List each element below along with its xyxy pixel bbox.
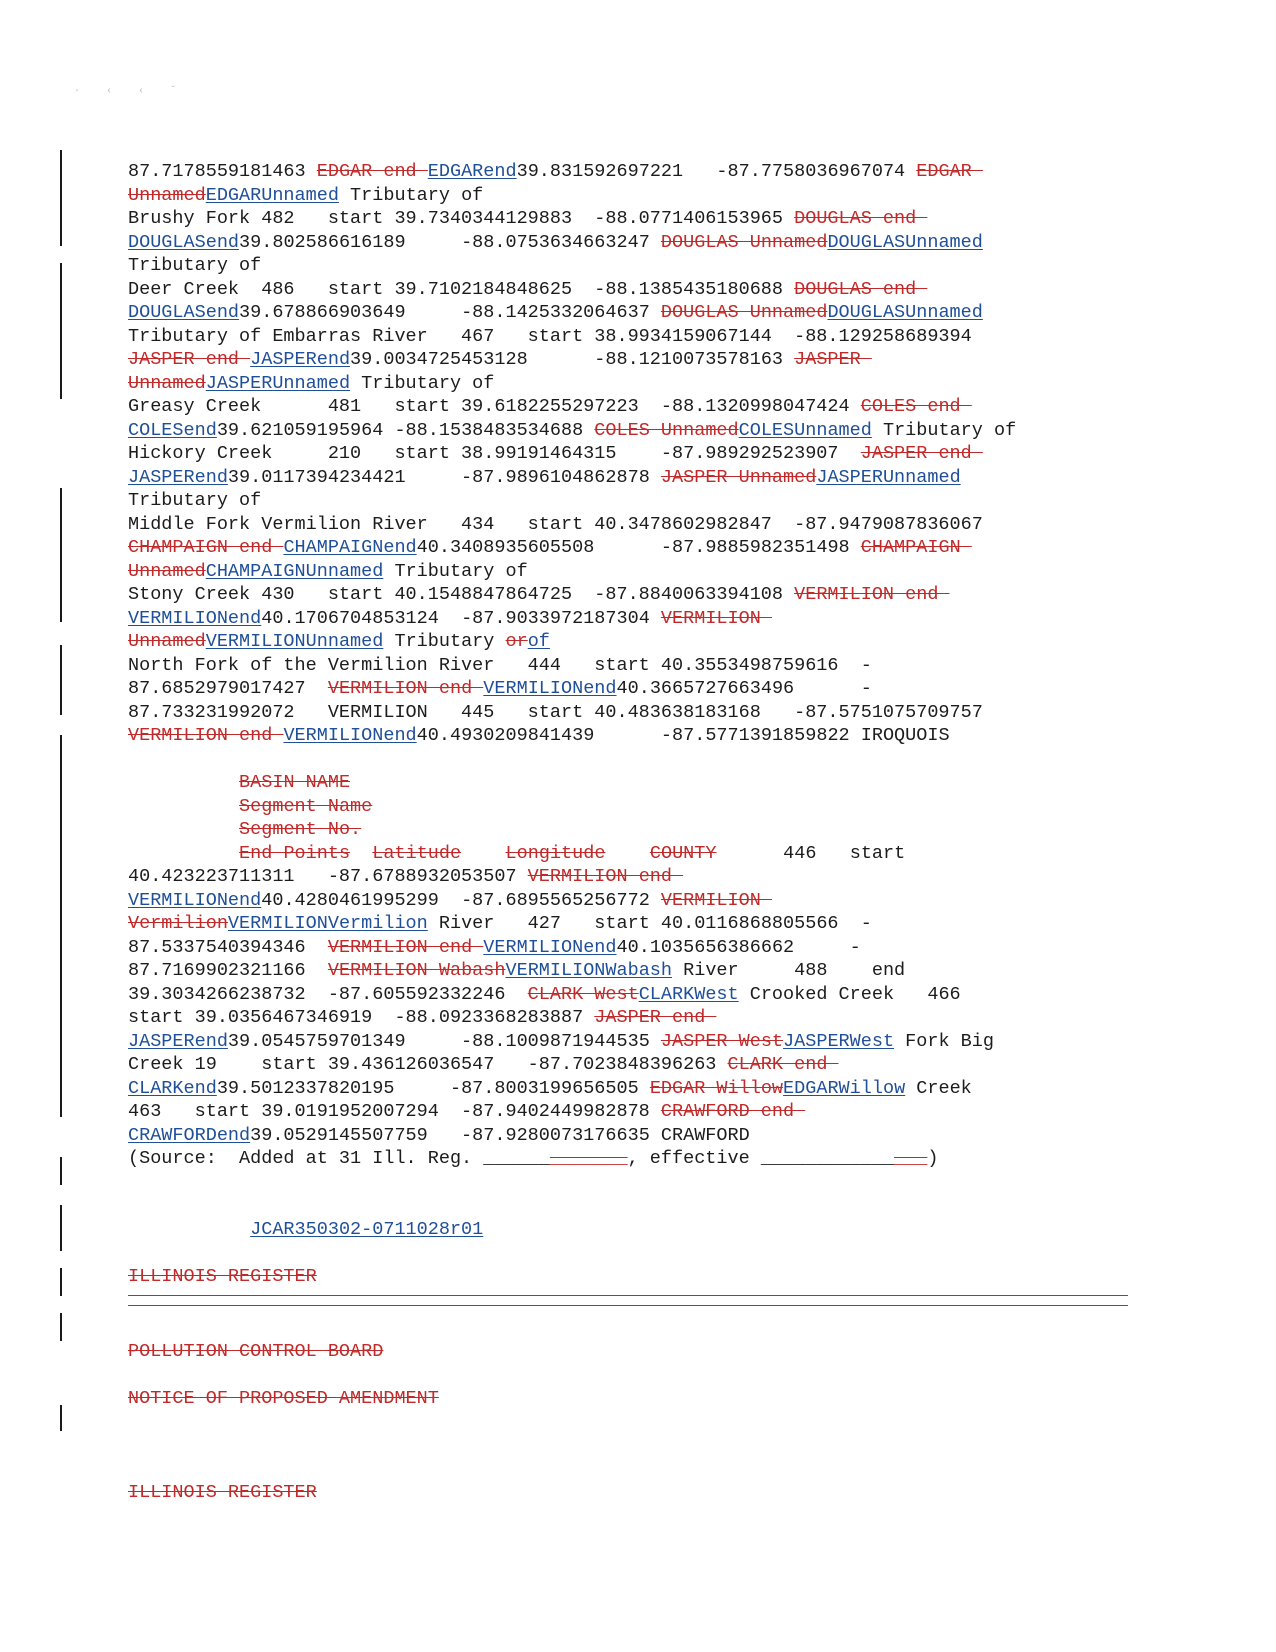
text-run <box>128 819 239 840</box>
text-run: Tributary of <box>128 490 262 511</box>
text-run <box>128 1219 250 1240</box>
inserted-text: JASPERend <box>128 1030 228 1052</box>
text-run: North Fork of the Vermilion River 444 start 40.3553498759616 - <box>128 654 872 676</box>
text-line <box>128 1387 1138 1411</box>
text-line <box>128 1481 1138 1505</box>
deleted-text: Unnamed <box>128 631 206 652</box>
deleted-text: Longitude <box>505 842 606 864</box>
text-line <box>128 842 1138 866</box>
text-run: 40.1706704853124 -87.9033972187304 <box>261 607 661 629</box>
change-bar <box>60 645 62 715</box>
deleted-text: COLES Unnamed <box>594 419 739 441</box>
deleted-text: CHAMPAIGN <box>860 537 972 558</box>
text-run: Tributary of <box>128 255 262 276</box>
inserted-text: DOUGLASend <box>128 231 240 253</box>
text-line <box>128 466 1138 490</box>
deleted-text: COUNTY <box>649 842 717 864</box>
text-run: 40.3665727663496 - <box>616 678 872 699</box>
deleted-text: JASPER end <box>128 349 251 370</box>
change-bar <box>60 150 62 246</box>
deleted-text: VERMILION end <box>794 584 950 605</box>
change-bar <box>60 1157 62 1185</box>
inserted-text: CRAWFORDend <box>128 1124 251 1146</box>
text-run <box>128 796 239 817</box>
inserted-text: COLESUnnamed <box>738 419 872 441</box>
register-rule <box>128 1295 1128 1296</box>
blank-line <box>128 1434 1138 1458</box>
text-line <box>128 583 1138 607</box>
text-run: 39.831592697221 -87.7758036967074 <box>516 161 917 182</box>
text-run: start 39.0356467346919 -88.0923368283887 <box>128 1007 595 1028</box>
deleted-text: BASIN NAME <box>239 772 351 793</box>
blank-line <box>128 748 1138 772</box>
text-line <box>128 395 1138 419</box>
deleted-text: CLARK West <box>527 983 639 1005</box>
text-run: 87.733231992072 VERMILION 445 start 40.483638183168 -87.5751075709757 <box>128 701 983 723</box>
text-run: River 488 end <box>672 960 906 981</box>
inserted-text: EDGARend <box>427 161 517 182</box>
blank-line <box>128 1363 1138 1387</box>
change-bar <box>60 263 62 399</box>
document-body <box>128 160 1138 1504</box>
text-run <box>350 843 372 864</box>
text-line <box>128 184 1138 208</box>
inserted-text: VERMILIONWabash <box>505 960 673 981</box>
inserted-text: CHAMPAIGNend <box>283 537 417 558</box>
text-run: Tributary of Embarras River 467 start 38.9934159067144 -88.129258689394 <box>128 325 972 347</box>
deleted-text: DOUGLAS Unnamed <box>660 302 828 323</box>
inserted-text: JASPERend <box>128 466 228 488</box>
blank-line <box>128 1241 1138 1265</box>
text-run: 87.7178559181463 <box>128 161 317 182</box>
inserted-text: JASPERend <box>250 349 351 370</box>
inserted-text: VERMILIONend <box>283 725 417 746</box>
deleted-text: EDGAR end <box>316 161 428 182</box>
text-run: 39.5012337820195 -87.8003199656505 <box>216 1077 650 1099</box>
text-run: 39.0117394234421 -87.9896104862878 <box>227 466 661 488</box>
text-line <box>128 1030 1138 1054</box>
scan-specks: · ‹ ‹ ˇ <box>74 86 187 97</box>
inserted-text: VERMILIONend <box>483 678 617 699</box>
text-run: 39.0034725453128 -88.1210073578163 <box>350 349 795 370</box>
deleted-text: EDGAR Willow <box>649 1077 784 1099</box>
deleted-text: JASPER end <box>594 1007 717 1028</box>
text-line <box>128 889 1138 913</box>
deleted-text: VERMILION <box>660 607 772 629</box>
deleted-text: COLES end <box>860 396 972 417</box>
text-line <box>128 207 1138 231</box>
change-bar <box>60 1205 62 1251</box>
inserted-text: of <box>527 631 550 652</box>
text-run: 463 start 39.0191952007294 -87.9402449982878 <box>128 1101 661 1122</box>
deleted-text: CLARK end <box>727 1054 839 1075</box>
deleted-text: DOUGLAS Unnamed <box>660 231 828 253</box>
text-run: Middle Fork Vermilion River 434 start 40.3478602982847 -87.9479087836067 <box>128 513 983 535</box>
text-run <box>128 843 239 864</box>
change-bar <box>60 488 62 622</box>
text-line <box>128 1218 1138 1242</box>
inserted-text: DOUGLASUnnamed <box>827 231 983 253</box>
text-run: 39.678866903649 -88.1425332064637 <box>239 302 661 323</box>
deleted-text: CHAMPAIGN end <box>128 537 284 558</box>
change-bar <box>60 1313 62 1341</box>
inserted-text: EDGARWillow <box>783 1077 906 1099</box>
deleted-text: or <box>505 631 528 652</box>
text-run: 446 start <box>716 842 906 864</box>
text-run: Crooked Creek 466 <box>738 983 961 1005</box>
deleted-text: ILLINOIS REGISTER <box>128 1481 317 1503</box>
text-run: , effective ____________ <box>627 1148 895 1169</box>
text-run: Creek <box>905 1077 972 1099</box>
deleted-text: End Points <box>239 842 351 864</box>
deleted-text: VERMILION <box>660 889 772 911</box>
text-line <box>128 513 1138 537</box>
text-line <box>128 1053 1138 1077</box>
text-line <box>128 160 1138 184</box>
deleted-text: EDGAR <box>916 161 983 182</box>
inserted-text: JCAR350302-0711028r01 <box>250 1218 484 1240</box>
deleted-text: JASPER end <box>860 443 983 464</box>
text-run: Creek 19 start 39.436126036547 -87.7023848396263 <box>128 1054 728 1075</box>
inserted-text: DOUGLASUnnamed <box>827 302 983 323</box>
text-line <box>128 325 1138 349</box>
text-line <box>128 1006 1138 1030</box>
deleted-text: JASPER West <box>660 1030 784 1052</box>
inserted-text: VERMILIONend <box>128 607 262 629</box>
change-bar <box>60 735 62 1117</box>
deleted-text: Segment Name <box>239 795 373 817</box>
deleted-text: Segment No. <box>239 819 362 840</box>
text-line <box>128 1077 1138 1101</box>
text-run: 40.4930209841439 -87.5771391859822 IROQUOIS <box>416 725 950 746</box>
deleted-text: VERMILION end <box>327 678 484 699</box>
text-line <box>128 419 1138 443</box>
inserted-text: CHAMPAIGNUnnamed <box>205 560 384 582</box>
deleted-text: VERMILION end <box>128 725 284 746</box>
deleted-text: Unnamed <box>128 372 206 394</box>
text-run: Hickory Creek 210 start 38.99191464315 -87.989292523907 <box>128 443 861 464</box>
inserted-text: VERMILIONVermilion <box>227 913 428 934</box>
text-line <box>128 724 1138 748</box>
text-run: 87.5337540394346 <box>128 936 328 958</box>
text-run: Greasy Creek 481 start 39.6182255297223 -88.1320998047424 <box>128 396 861 417</box>
text-line <box>128 489 1138 513</box>
inserted-text: EDGARUnnamed <box>205 184 339 206</box>
text-line <box>128 372 1138 396</box>
deleted-text: Vermilion <box>128 913 228 934</box>
deleted-text: NOTICE OF PROPOSED AMENDMENT <box>128 1387 439 1409</box>
text-run: 40.1035656386662 - <box>616 936 861 958</box>
text-line <box>128 348 1138 372</box>
inserted-text: COLESend <box>128 419 217 441</box>
text-line <box>128 771 1138 795</box>
blank-line <box>128 1171 1138 1195</box>
text-run: Tributary <box>383 631 506 652</box>
inserted-text: JASPERWest <box>783 1030 895 1052</box>
text-line <box>128 795 1138 819</box>
text-line <box>128 560 1138 584</box>
text-line <box>128 1265 1138 1289</box>
inserted-text: JASPERUnnamed <box>205 372 351 394</box>
text-run <box>605 843 649 864</box>
blank-line <box>128 1316 1138 1340</box>
text-run: Tributary of <box>871 419 1017 441</box>
text-run: (Source: Added at 31 Ill. Reg. ______ <box>128 1148 550 1169</box>
text-run: 39.621059195964 -88.1538483534688 <box>216 419 595 441</box>
inserted-text: VERMILIONUnnamed <box>205 631 384 652</box>
text-run: Fork Big <box>894 1030 994 1052</box>
deleted-text: ILLINOIS REGISTER <box>128 1265 317 1287</box>
text-line <box>128 959 1138 983</box>
deleted-text: Unnamed <box>128 184 206 206</box>
text-line <box>128 231 1138 255</box>
text-run: Tributary of <box>383 560 528 582</box>
inserted-text: DOUGLASend <box>128 302 240 323</box>
inserted-text: CLARKWest <box>638 983 739 1005</box>
deleted-text: DOUGLAS end <box>794 208 928 229</box>
text-run: Stony Creek 430 start 40.1548847864725 -87.8840063394108 <box>128 584 795 605</box>
text-run: 40.3408935605508 -87.9885982351498 <box>416 537 861 558</box>
inserted-text: VERMILIONend <box>483 936 617 958</box>
deleted-text: DOUGLAS end <box>794 278 928 300</box>
blank-line <box>128 1457 1138 1481</box>
text-run: 39.0545759701349 -88.1009871944535 <box>227 1030 661 1052</box>
text-line <box>128 607 1138 631</box>
text-run: 40.4280461995299 -87.6895565256772 <box>261 889 661 911</box>
text-line <box>128 936 1138 960</box>
text-run: 39.0529145507759 -87.9280073176635 CRAWFORD <box>250 1124 750 1146</box>
text-line <box>128 1340 1138 1364</box>
deleted-text: JASPER <box>794 349 872 370</box>
text-run: 39.3034266238732 -87.605592332246 <box>128 983 528 1005</box>
deleted-text: CRAWFORD end <box>660 1101 806 1122</box>
text-run: 87.6852979017427 <box>128 678 328 699</box>
inserted-text: VERMILIONend <box>128 889 262 911</box>
text-line <box>128 912 1138 936</box>
document-footer-lines <box>128 1316 1138 1504</box>
text-line <box>128 654 1138 678</box>
text-line <box>128 1100 1138 1124</box>
text-line <box>128 278 1138 302</box>
text-run: 87.7169902321166 <box>128 960 328 981</box>
text-line <box>128 1124 1138 1148</box>
text-line <box>128 677 1138 701</box>
inserted-text: JASPERUnnamed <box>816 466 961 488</box>
deleted-text: ___ <box>894 1148 928 1169</box>
text-run: 39.802586616189 -88.0753634663247 <box>239 231 661 253</box>
deleted-text: VERMILION end <box>327 936 484 958</box>
deleted-text: Latitude <box>372 842 462 864</box>
text-run: Deer Creek 486 start 39.7102184848625 -88.1385435180688 <box>128 278 795 300</box>
document-lines <box>128 160 1138 1288</box>
change-bar <box>60 1268 62 1296</box>
text-line <box>128 818 1138 842</box>
text-run <box>128 772 239 793</box>
text-line <box>128 865 1138 889</box>
blank-line <box>128 1410 1138 1434</box>
text-run: 40.423223711311 -87.6788932053507 <box>128 866 528 887</box>
text-run: Tributary of <box>338 184 484 206</box>
inserted-text: CLARKend <box>128 1077 217 1099</box>
text-line <box>128 254 1138 278</box>
deleted-text: VERMILION Wabash <box>327 960 506 981</box>
text-line <box>128 701 1138 725</box>
deleted-text: POLLUTION CONTROL BOARD <box>128 1340 384 1362</box>
text-line <box>128 630 1138 654</box>
text-run: Tributary of <box>350 372 495 394</box>
deleted-text: _______ <box>549 1148 628 1169</box>
register-rule <box>128 1305 1128 1306</box>
text-run: ) <box>927 1148 939 1169</box>
deleted-text: VERMILION end <box>527 866 684 887</box>
text-line <box>128 301 1138 325</box>
deleted-text: Unnamed <box>128 560 206 582</box>
change-bar <box>60 1405 62 1431</box>
text-line <box>128 1147 1138 1171</box>
text-run <box>461 843 505 864</box>
text-line <box>128 983 1138 1007</box>
text-line <box>128 442 1138 466</box>
text-run: River 427 start 40.0116868805566 - <box>427 913 872 934</box>
text-line <box>128 536 1138 560</box>
text-run: Brushy Fork 482 start 39.7340344129883 -88.0771406153965 <box>128 208 795 229</box>
blank-line <box>128 1194 1138 1218</box>
deleted-text: JASPER Unnamed <box>660 466 817 488</box>
